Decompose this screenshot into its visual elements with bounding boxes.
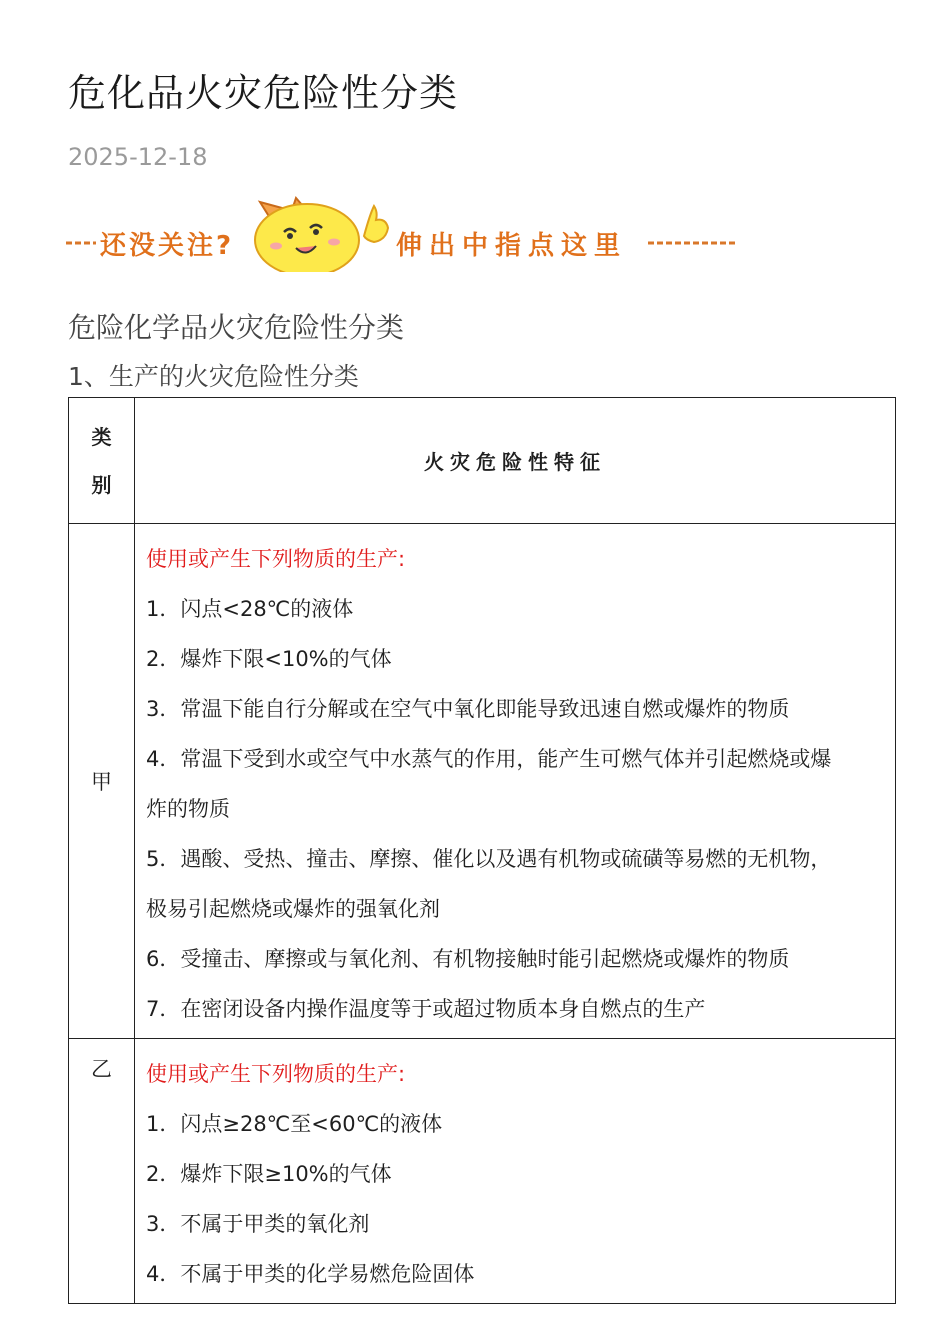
feature-intro: 使用或产生下列物质的生产:	[146, 1062, 406, 1086]
page-title: 危化品火灾危险性分类	[68, 71, 459, 115]
category-cell: 乙	[69, 1039, 135, 1304]
feature-item: 3．常温下能自行分解或在空气中氧化即能导致迅速自燃或爆炸的物质	[146, 697, 790, 721]
header-feature: 火灾危险性特征	[135, 398, 896, 524]
feature-intro: 使用或产生下列物质的生产:	[146, 547, 406, 571]
table-row-jia	[69, 524, 896, 1039]
feature-item: 4．不属于甲类的化学易燃危险固体	[146, 1262, 475, 1286]
table-row-yi	[69, 1039, 896, 1304]
banner-right-text[interactable]: 伸出中指点这里	[396, 231, 628, 261]
feature-item: 2．爆炸下限<10%的气体	[146, 647, 392, 671]
feature-item: 炸的物质	[146, 797, 230, 821]
mascot-icon	[255, 198, 388, 272]
header-category-line2: 别	[91, 472, 112, 497]
feature-item: 3．不属于甲类的氧化剂	[146, 1212, 370, 1236]
table-header-row	[69, 398, 896, 524]
feature-item: 极易引起燃烧或爆炸的强氧化剂	[146, 897, 440, 921]
feature-item: 7．在密闭设备内操作温度等于或超过物质本身自燃点的生产	[146, 997, 706, 1021]
feature-item: 4．常温下受到水或空气中水蒸气的作用，能产生可燃气体并引起燃烧或爆	[146, 747, 832, 771]
feature-cell	[135, 1039, 896, 1304]
banner-left-text[interactable]: 还没关注?	[100, 231, 235, 261]
feature-item: 6．受撞击、摩擦或与氧化剂、有机物接触时能引起燃烧或爆炸的物质	[146, 947, 790, 971]
feature-item: 1．闪点≥28℃至<60℃的液体	[146, 1112, 443, 1136]
section-title: 1、生产的火灾危险性分类	[68, 362, 359, 391]
fire-hazard-table	[68, 397, 896, 1304]
feature-cell	[135, 524, 896, 1039]
publish-date: 2025-12-18	[68, 143, 208, 171]
header-category	[69, 398, 135, 524]
feature-item: 1．闪点<28℃的液体	[146, 597, 354, 621]
feature-item: 5．遇酸、受热、撞击、摩擦、催化以及遇有机物或硫磺等易燃的无机物，	[146, 847, 832, 871]
header-category-line1: 类	[91, 424, 112, 449]
feature-item: 2．爆炸下限≥10%的气体	[146, 1162, 392, 1186]
article-subtitle: 危险化学品火灾危险性分类	[68, 311, 405, 344]
category-cell: 甲	[69, 524, 135, 1039]
